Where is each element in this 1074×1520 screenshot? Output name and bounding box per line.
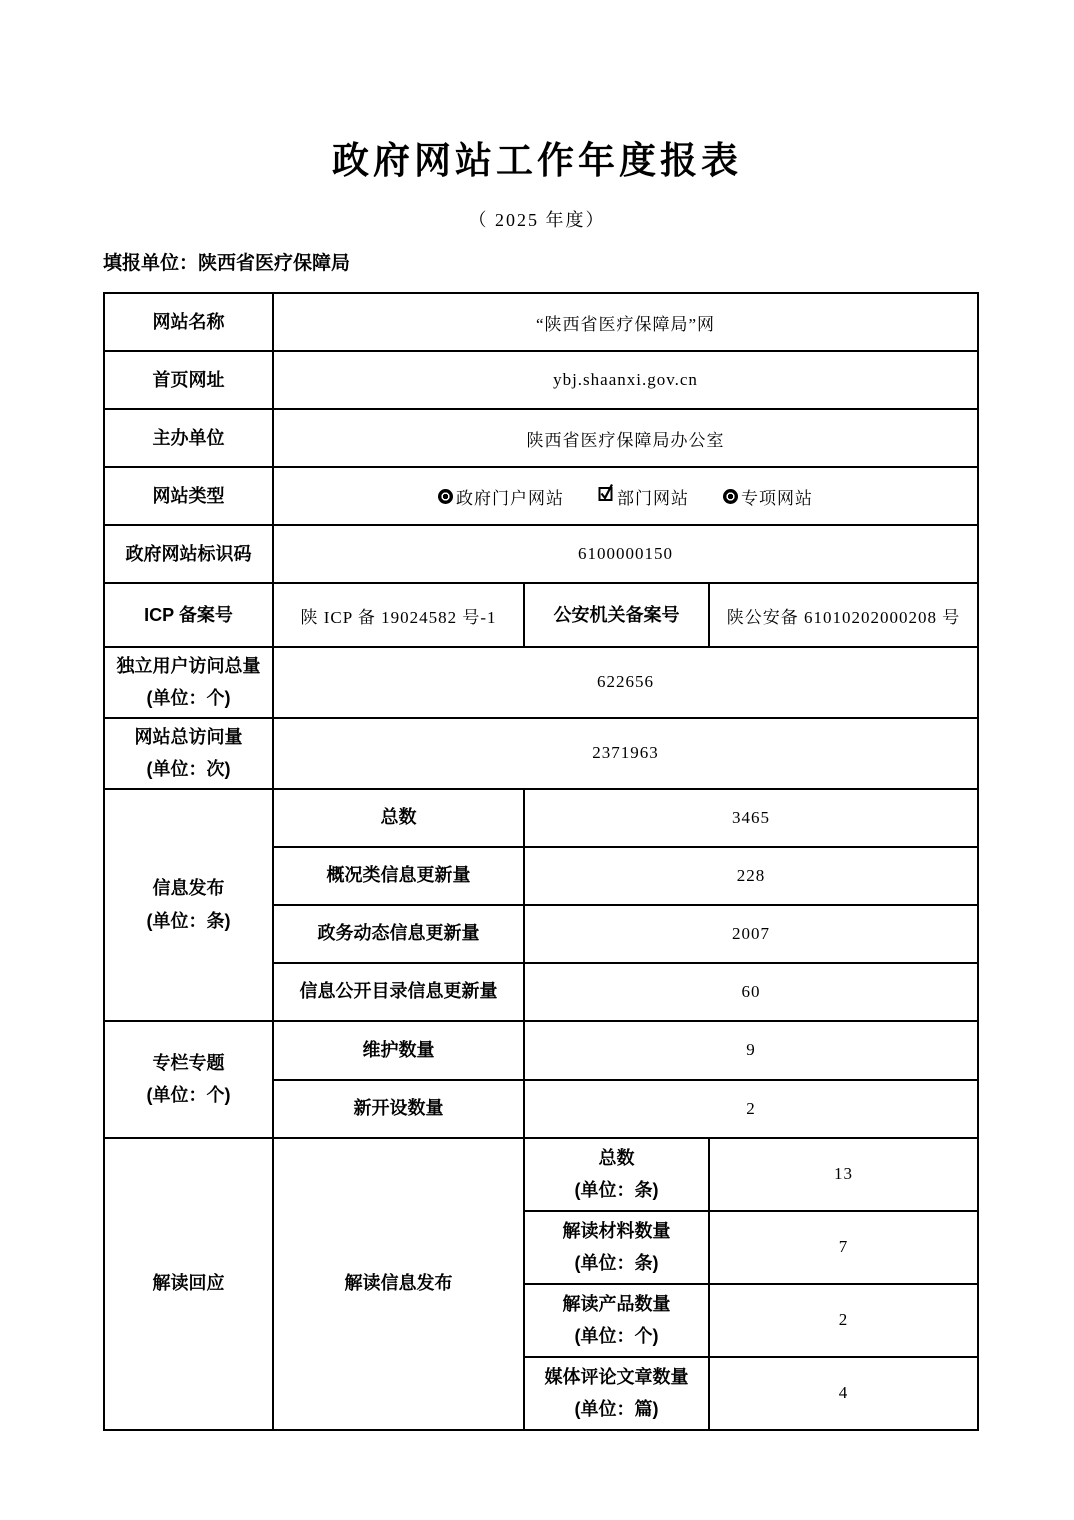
site-type-label: 网站类型 (104, 467, 273, 525)
info-publish-label: 信息发布 (单位：条) (104, 789, 273, 1021)
site-type-options (278, 484, 973, 509)
row-columns-maintained (104, 1021, 978, 1080)
columns-topics-row-label: 维护数量 (273, 1021, 524, 1080)
total-visits-label: 网站总访问量 (单位：次) (104, 718, 273, 789)
organizer-value: 陕西省医疗保障局办公室 (273, 409, 978, 467)
interpret-row-label: 媒体评论文章数量 (单位：篇) (524, 1357, 709, 1430)
interpret-response-label: 解读回应 (104, 1138, 273, 1430)
reporting-unit: 填报单位：陕西省医疗保障局 (103, 253, 351, 274)
info-publish-row-label: 信息公开目录信息更新量 (273, 963, 524, 1021)
row-site-type (104, 467, 978, 525)
row-site-name (104, 293, 978, 351)
police-record-label: 公安机关备案号 (524, 583, 709, 647)
checkbox-checked-icon (598, 483, 614, 502)
option-label: 政府门户网站 (456, 488, 564, 508)
interpret-row-label: 总数 (单位：条) (524, 1138, 709, 1211)
interpret-row-value: 7 (709, 1211, 978, 1284)
row-site-code (104, 525, 978, 583)
unique-visitors-label: 独立用户访问总量 (单位：个) (104, 647, 273, 718)
interpret-row-value: 2 (709, 1284, 978, 1357)
icp-label: ICP 备案号 (104, 583, 273, 647)
info-publish-row-value: 3465 (524, 789, 978, 847)
total-visits-value: 2371963 (273, 718, 978, 789)
page-title: 政府网站工作年度报表 (332, 141, 742, 182)
radio-icon (723, 489, 738, 504)
report-table (103, 292, 979, 1431)
row-home-url (104, 351, 978, 409)
unique-visitors-value: 622656 (273, 647, 978, 718)
option-label: 专项网站 (741, 488, 813, 508)
columns-topics-row-value: 9 (524, 1021, 978, 1080)
site-name-value: “陕西省医疗保障局”网 (273, 293, 978, 351)
option-special-site[interactable] (723, 484, 813, 509)
site-name-label: 网站名称 (104, 293, 273, 351)
row-organizer (104, 409, 978, 467)
info-publish-row-label: 总数 (273, 789, 524, 847)
site-type-options-cell (273, 467, 978, 525)
info-publish-row-value: 228 (524, 847, 978, 905)
row-info-publish-total (104, 789, 978, 847)
option-gov-portal-site[interactable] (438, 484, 564, 509)
icp-value: 陕 ICP 备 19024582 号-1 (273, 583, 524, 647)
row-interpret-total (104, 1138, 978, 1211)
info-publish-row-label: 政务动态信息更新量 (273, 905, 524, 963)
row-icp (104, 583, 978, 647)
home-url-label: 首页网址 (104, 351, 273, 409)
site-code-label: 政府网站标识码 (104, 525, 273, 583)
radio-icon (438, 489, 453, 504)
home-url-value: ybj.shaanxi.gov.cn (273, 351, 978, 409)
interpret-row-label: 解读材料数量 (单位：条) (524, 1211, 709, 1284)
interpret-publish-label: 解读信息发布 (273, 1138, 524, 1430)
info-publish-row-label: 概况类信息更新量 (273, 847, 524, 905)
police-record-value: 陕公安备 61010202000208 号 (709, 583, 978, 647)
interpret-row-value: 4 (709, 1357, 978, 1430)
site-code-value: 6100000150 (273, 525, 978, 583)
row-total-visits (104, 718, 978, 789)
report-year: （ 2025 年度） (468, 210, 606, 230)
row-unique-visitors (104, 647, 978, 718)
info-publish-row-value: 2007 (524, 905, 978, 963)
columns-topics-row-label: 新开设数量 (273, 1080, 524, 1138)
columns-topics-label: 专栏专题 (单位：个) (104, 1021, 273, 1138)
columns-topics-row-value: 2 (524, 1080, 978, 1138)
organizer-label: 主办单位 (104, 409, 273, 467)
interpret-row-label: 解读产品数量 (单位：个) (524, 1284, 709, 1357)
interpret-row-value: 13 (709, 1138, 978, 1211)
option-label: 部门网站 (617, 488, 689, 508)
option-department-site[interactable] (598, 484, 689, 509)
info-publish-row-value: 60 (524, 963, 978, 1021)
